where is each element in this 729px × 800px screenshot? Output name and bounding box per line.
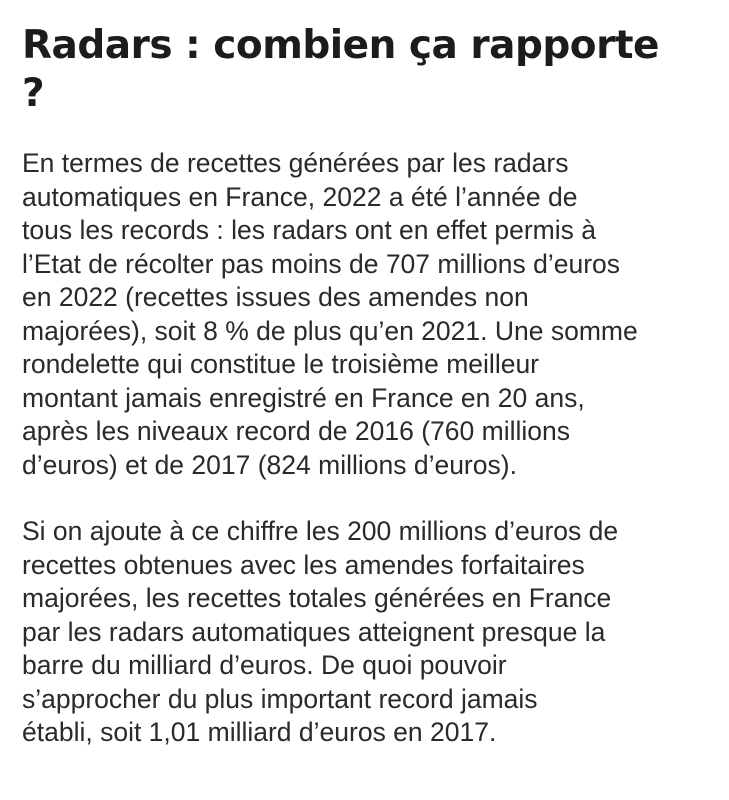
paragraph-1 [22, 147, 712, 482]
article-title [22, 22, 712, 118]
text-line: automatiques en France, 2022 a été l’année de [22, 181, 578, 212]
text-line: recettes obtenues avec les amendes forfaitaires [22, 549, 585, 580]
article [22, 22, 712, 750]
text-line: barre du milliard d’euros. De quoi pouvoir [22, 650, 507, 680]
text-line: en 2022 (recettes issues des amendes non [22, 282, 529, 312]
text-line: après les niveaux record de 2016 (760 millions [22, 416, 570, 446]
text-line: établi, soit 1,01 milliard d’euros en 2017. [22, 717, 497, 747]
text-line: En termes de recettes générées par les radars [22, 148, 569, 178]
title-line: ? [22, 71, 45, 116]
text-line: d’euros) et de 2017 (824 millions d’euros). [22, 449, 517, 480]
text-line: rondelette qui constitue le troisième meilleur [22, 349, 540, 379]
text-line: l’Etat de récolter pas moins de 707 millions d’euros [22, 248, 621, 279]
text-line: par les radars automatiques atteignent presque la [22, 616, 606, 647]
text-line: montant jamais enregistré en France en 20 ans, [22, 382, 585, 413]
text-line: majorées), soit 8 % de plus qu’en 2021. Une somme [22, 315, 638, 346]
text-line: Si on ajoute à ce chiffre les 200 millions d’euros de [22, 516, 619, 546]
title-line: Radars : combien ça rapporte [22, 23, 659, 68]
text-line: s’approcher du plus important record jamais [22, 683, 538, 714]
text-line: tous les records : les radars ont en effet permis à [22, 215, 596, 245]
paragraph-2 [22, 515, 712, 750]
text-line: majorées, les recettes totales générées en France [22, 583, 612, 613]
